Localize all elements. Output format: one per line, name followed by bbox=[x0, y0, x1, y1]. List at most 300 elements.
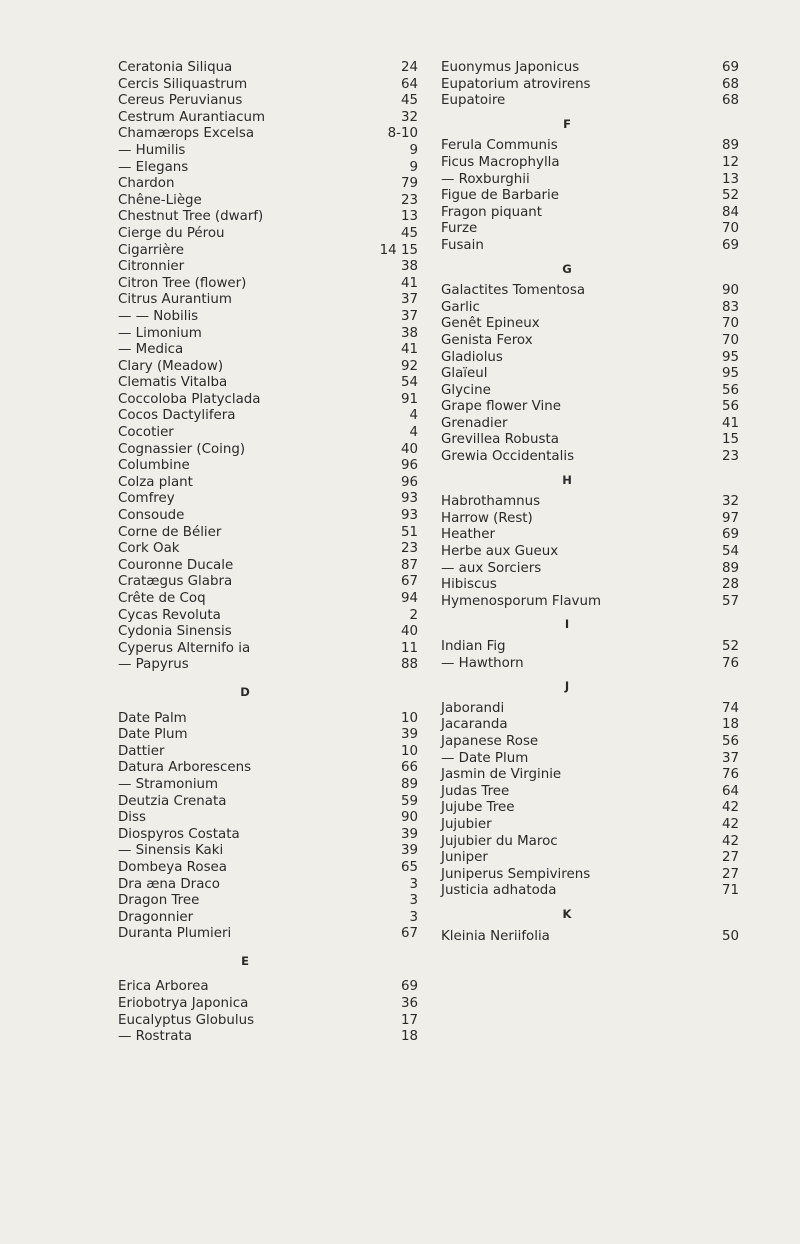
index-entry bbox=[118, 442, 418, 459]
entry-name: Genêt Epineux bbox=[441, 316, 540, 332]
entry-page-number: 50 bbox=[721, 928, 739, 944]
entry-page-number: 18 bbox=[400, 1029, 418, 1045]
entry-page-number: 3 bbox=[409, 893, 418, 909]
entry-name: Grewia Occidentalis bbox=[441, 449, 575, 465]
index-entry bbox=[118, 276, 418, 293]
entry-page-number: 37 bbox=[721, 750, 739, 766]
index-entry bbox=[118, 558, 418, 575]
entry-page-number: 37 bbox=[400, 308, 418, 324]
entry-name: — Humilis bbox=[118, 142, 186, 158]
entry-name: Coccoloba Platyclada bbox=[118, 391, 261, 407]
index-entry bbox=[441, 155, 739, 172]
entry-page-number: 23 bbox=[400, 192, 418, 208]
index-entry bbox=[118, 359, 418, 376]
entry-page-number: 4 bbox=[409, 408, 418, 424]
entry-name: Judas Tree bbox=[441, 783, 510, 799]
entry-name: Jacaranda bbox=[441, 717, 508, 733]
index-entry bbox=[118, 243, 418, 260]
entry-page-number: 14 15 bbox=[379, 242, 418, 258]
entry-name: Euonymus Japonicus bbox=[441, 60, 580, 75]
index-entry bbox=[441, 527, 739, 544]
index-entry bbox=[118, 525, 418, 542]
index-entry bbox=[441, 188, 739, 205]
entry-name: Cyperus Alternifo ia bbox=[118, 640, 251, 656]
entry-name: Dragonnier bbox=[118, 909, 194, 925]
entry-page-number: 38 bbox=[400, 259, 418, 275]
entry-page-number: 45 bbox=[400, 225, 418, 241]
index-entry bbox=[118, 574, 418, 591]
index-entry bbox=[118, 727, 418, 744]
entry-name: Glaïeul bbox=[441, 366, 488, 382]
index-entry bbox=[118, 375, 418, 392]
index-entry bbox=[118, 926, 418, 943]
entry-page-number: 70 bbox=[721, 316, 739, 332]
entry-page-number: 3 bbox=[409, 876, 418, 892]
index-entry bbox=[118, 193, 418, 210]
entry-page-number: 2 bbox=[409, 607, 418, 623]
entry-name: Kleinia Neriifolia bbox=[441, 928, 550, 944]
entry-page-number: 27 bbox=[721, 866, 739, 882]
entry-name: — Stramonium bbox=[118, 776, 219, 792]
entry-name: Eupatorium atrovirens bbox=[441, 76, 591, 92]
section-letter-heading: H bbox=[562, 472, 572, 487]
entry-page-number: 56 bbox=[721, 399, 739, 415]
entry-page-number: 42 bbox=[721, 816, 739, 832]
entry-page-number: 36 bbox=[400, 996, 418, 1012]
entry-page-number: 12 bbox=[721, 154, 739, 170]
entry-name: Corne de Bélier bbox=[118, 524, 222, 540]
entry-page-number: 9 bbox=[409, 159, 418, 175]
entry-name: Consoude bbox=[118, 508, 185, 524]
entry-page-number: 37 bbox=[400, 292, 418, 308]
right-index-column bbox=[441, 60, 739, 945]
entry-page-number: 95 bbox=[721, 349, 739, 365]
entry-page-number: 69 bbox=[400, 979, 418, 995]
entry-page-number: 23 bbox=[400, 541, 418, 557]
index-entry bbox=[118, 160, 418, 177]
entry-name: Colza plant bbox=[118, 474, 193, 490]
index-entry bbox=[118, 309, 418, 326]
entry-page-number: 56 bbox=[721, 382, 739, 398]
entry-page-number: 39 bbox=[400, 727, 418, 743]
entry-page-number: 10 bbox=[400, 710, 418, 726]
entry-name: Cocos Dactylifera bbox=[118, 408, 236, 424]
entry-name: Fragon piquant bbox=[441, 204, 543, 220]
index-entry bbox=[441, 929, 739, 946]
entry-page-number: 39 bbox=[400, 843, 418, 859]
entry-page-number: 18 bbox=[721, 717, 739, 733]
index-entry bbox=[441, 867, 739, 884]
entry-name: Herbe aux Gueux bbox=[441, 544, 559, 560]
entry-page-number: 90 bbox=[721, 283, 739, 299]
index-entry bbox=[441, 383, 739, 400]
entry-name: — Elegans bbox=[118, 159, 189, 175]
entry-page-number: 94 bbox=[400, 591, 418, 606]
entry-name: Cratægus Glabra bbox=[118, 574, 233, 590]
section-letter-heading: F bbox=[563, 116, 571, 131]
entry-page-number: 96 bbox=[400, 474, 418, 490]
entry-page-number: 41 bbox=[721, 415, 739, 431]
entry-page-number: 87 bbox=[400, 557, 418, 573]
entry-page-number: 41 bbox=[400, 275, 418, 291]
entry-page-number: 8-10 bbox=[387, 126, 418, 142]
entry-name: Date Plum bbox=[118, 727, 188, 743]
index-entry bbox=[441, 221, 739, 238]
entry-name: Dra æna Draco bbox=[118, 876, 220, 892]
index-entry bbox=[441, 751, 739, 768]
entry-name: Crête de Coq bbox=[118, 591, 206, 606]
entry-page-number: 89 bbox=[721, 560, 739, 576]
index-entry bbox=[118, 996, 418, 1013]
entry-page-number: 89 bbox=[721, 138, 739, 154]
entry-page-number: 28 bbox=[721, 577, 739, 593]
entry-page-number: 11 bbox=[400, 640, 418, 656]
index-entry bbox=[441, 784, 739, 801]
index-entry bbox=[118, 93, 418, 110]
section-letter-heading: D bbox=[240, 684, 250, 699]
entry-page-number: 41 bbox=[400, 342, 418, 358]
entry-name: — Hawthorn bbox=[441, 655, 524, 671]
entry-name: Eucalyptus Globulus bbox=[118, 1012, 255, 1028]
entry-page-number: 67 bbox=[400, 926, 418, 942]
entry-name: Jasmin de Virginie bbox=[441, 767, 562, 783]
entry-page-number: 59 bbox=[400, 793, 418, 809]
entry-page-number: 76 bbox=[721, 655, 739, 671]
entry-page-number: 24 bbox=[400, 60, 418, 75]
index-entry bbox=[118, 910, 418, 927]
entry-page-number: 13 bbox=[400, 209, 418, 225]
entry-name: Datura Arborescens bbox=[118, 760, 252, 776]
entry-page-number: 70 bbox=[721, 332, 739, 348]
entry-page-number: 91 bbox=[400, 391, 418, 407]
index-entry bbox=[441, 883, 739, 900]
entry-name: Diospyros Costata bbox=[118, 826, 240, 842]
entry-name: Genista Ferox bbox=[441, 332, 533, 348]
entry-page-number: 3 bbox=[409, 909, 418, 925]
entry-page-number: 67 bbox=[400, 574, 418, 590]
index-entry bbox=[118, 209, 418, 226]
entry-page-number: 39 bbox=[400, 826, 418, 842]
entry-page-number: 17 bbox=[400, 1012, 418, 1028]
section-letter-heading: E bbox=[241, 953, 249, 968]
index-entry bbox=[118, 508, 418, 525]
entry-name: Juniperus Sempivirens bbox=[441, 866, 591, 882]
entry-page-number: 93 bbox=[400, 508, 418, 524]
entry-page-number: 42 bbox=[721, 833, 739, 849]
entry-name: Cierge du Pérou bbox=[118, 225, 225, 241]
index-entry bbox=[441, 316, 739, 333]
entry-page-number: 13 bbox=[721, 171, 739, 187]
entry-name: — Roxburghii bbox=[441, 171, 530, 187]
index-entry bbox=[441, 561, 739, 578]
index-entry bbox=[441, 511, 739, 528]
entry-name: Ceratonia Siliqua bbox=[118, 60, 233, 75]
index-entry bbox=[118, 860, 418, 877]
entry-name: Harrow (Rest) bbox=[441, 510, 533, 526]
index-entry bbox=[441, 138, 739, 155]
section-letter-heading: J bbox=[564, 679, 570, 694]
entry-page-number: 40 bbox=[400, 624, 418, 640]
index-entry bbox=[441, 817, 739, 834]
index-entry bbox=[118, 1013, 418, 1030]
index-entry bbox=[441, 238, 739, 255]
entry-page-number: 54 bbox=[400, 375, 418, 391]
entry-name: Cereus Peruvianus bbox=[118, 93, 243, 109]
entry-name: Figue de Barbarie bbox=[441, 188, 559, 204]
index-entry bbox=[441, 577, 739, 594]
entry-page-number: 66 bbox=[400, 760, 418, 776]
entry-name: Justicia adhatoda bbox=[441, 883, 557, 899]
index-entry bbox=[118, 877, 418, 894]
index-entry bbox=[441, 172, 739, 189]
entry-page-number: 10 bbox=[400, 743, 418, 759]
entry-name: Dragon Tree bbox=[118, 893, 200, 909]
entry-name: Juniper bbox=[441, 850, 488, 866]
entry-name: Habrothamnus bbox=[441, 494, 541, 510]
entry-name: Jujube Tree bbox=[441, 800, 515, 816]
index-entry bbox=[118, 541, 418, 558]
entry-name: Deutzia Crenata bbox=[118, 793, 227, 809]
entry-page-number: 83 bbox=[721, 299, 739, 315]
entry-name: Jujubier du Maroc bbox=[441, 833, 558, 849]
index-entry bbox=[441, 333, 739, 350]
entry-name: Cercis Siliquastrum bbox=[118, 76, 248, 92]
entry-page-number: 32 bbox=[721, 494, 739, 510]
entry-name: Chestnut Tree (dwarf) bbox=[118, 209, 264, 225]
entry-page-number: 68 bbox=[721, 93, 739, 109]
entry-name: Hymenosporum Flavum bbox=[441, 593, 602, 609]
entry-name: Clematis Vitalba bbox=[118, 375, 228, 391]
index-entry bbox=[441, 544, 739, 561]
entry-name: Grape flower Vine bbox=[441, 399, 561, 415]
entry-name: Cognassier (Coing) bbox=[118, 441, 246, 457]
entry-page-number: 92 bbox=[400, 358, 418, 374]
index-entry bbox=[118, 711, 418, 728]
index-entry bbox=[118, 1029, 418, 1046]
index-entry bbox=[441, 449, 739, 466]
index-entry bbox=[118, 979, 418, 996]
entry-page-number: 54 bbox=[721, 544, 739, 560]
index-entry bbox=[118, 326, 418, 343]
entry-name: Cestrum Aurantiacum bbox=[118, 109, 266, 125]
index-entry bbox=[118, 475, 418, 492]
entry-name: Clary (Meadow) bbox=[118, 358, 224, 374]
entry-name: Jujubier bbox=[441, 816, 492, 832]
entry-name: Cork Oak bbox=[118, 541, 180, 557]
entry-page-number: 15 bbox=[721, 432, 739, 448]
index-entry bbox=[441, 366, 739, 383]
index-entry bbox=[118, 641, 418, 658]
entry-page-number: 76 bbox=[721, 767, 739, 783]
index-entry bbox=[441, 416, 739, 433]
entry-page-number: 64 bbox=[400, 76, 418, 92]
entry-name: Erica Arborea bbox=[118, 979, 209, 995]
entry-page-number: 96 bbox=[400, 458, 418, 474]
entry-name: Fusain bbox=[441, 237, 484, 253]
entry-page-number: 90 bbox=[400, 810, 418, 826]
entry-page-number: 56 bbox=[721, 733, 739, 749]
entry-page-number: 32 bbox=[400, 109, 418, 125]
entry-name: Chardon bbox=[118, 176, 175, 192]
entry-page-number: 52 bbox=[721, 639, 739, 654]
entry-name: Columbine bbox=[118, 458, 190, 474]
entry-page-number: 52 bbox=[721, 188, 739, 204]
index-entry bbox=[118, 893, 418, 910]
index-entry bbox=[118, 591, 418, 608]
entry-name: Japanese Rose bbox=[441, 733, 539, 749]
entry-name: Grenadier bbox=[441, 415, 508, 431]
entry-name: Citronnier bbox=[118, 259, 185, 275]
entry-page-number: 65 bbox=[400, 859, 418, 875]
index-entry bbox=[118, 342, 418, 359]
index-entry bbox=[118, 608, 418, 625]
index-entry bbox=[118, 77, 418, 94]
entry-name: Ficus Macrophylla bbox=[441, 154, 560, 170]
entry-name: Indian Fig bbox=[441, 639, 506, 654]
index-entry bbox=[118, 143, 418, 160]
entry-name: Cycas Revoluta bbox=[118, 607, 221, 623]
entry-name: Citron Tree (flower) bbox=[118, 275, 247, 291]
entry-name: Garlic bbox=[441, 299, 480, 315]
entry-name: Chêne-Liège bbox=[118, 192, 202, 208]
entry-page-number: 4 bbox=[409, 425, 418, 441]
index-entry bbox=[441, 300, 739, 317]
section-letter-heading: I bbox=[564, 617, 570, 632]
index-entry bbox=[441, 93, 739, 110]
entry-name: Chamærops Excelsa bbox=[118, 126, 255, 142]
entry-name: — Medica bbox=[118, 342, 184, 358]
index-entry bbox=[118, 458, 418, 475]
entry-name: Date Palm bbox=[118, 710, 187, 726]
index-entry bbox=[118, 226, 418, 243]
entry-page-number: 74 bbox=[721, 700, 739, 716]
index-entry bbox=[441, 594, 739, 611]
entry-page-number: 64 bbox=[721, 783, 739, 799]
index-entry bbox=[441, 850, 739, 867]
entry-name: Ferula Communis bbox=[441, 138, 558, 154]
entry-name: Cocotier bbox=[118, 425, 174, 441]
entry-page-number: 89 bbox=[400, 776, 418, 792]
index-entry bbox=[118, 810, 418, 827]
index-entry bbox=[441, 800, 739, 817]
index-entry bbox=[118, 176, 418, 193]
entry-name: Citrus Aurantium bbox=[118, 292, 232, 308]
index-entry bbox=[118, 777, 418, 794]
index-entry bbox=[118, 425, 418, 442]
entry-name: Furze bbox=[441, 221, 478, 237]
entry-name: Heather bbox=[441, 527, 495, 543]
entry-page-number: 40 bbox=[400, 441, 418, 457]
entry-page-number: 97 bbox=[721, 510, 739, 526]
entry-page-number: 69 bbox=[721, 527, 739, 543]
index-entry bbox=[118, 60, 418, 77]
entry-name: Cigarrière bbox=[118, 242, 184, 258]
entry-name: — Sinensis Kaki bbox=[118, 843, 224, 859]
entry-page-number: 71 bbox=[721, 883, 739, 899]
entry-page-number: 27 bbox=[721, 850, 739, 866]
entry-name: Dattier bbox=[118, 743, 165, 759]
entry-name: Diss bbox=[118, 810, 146, 826]
index-entry bbox=[118, 624, 418, 641]
entry-page-number: 57 bbox=[721, 593, 739, 609]
left-index-column bbox=[118, 60, 418, 1046]
entry-name: Galactites Tomentosa bbox=[441, 283, 586, 299]
entry-page-number: 51 bbox=[400, 524, 418, 540]
entry-name: Eriobotrya Japonica bbox=[118, 996, 249, 1012]
entry-name: Couronne Ducale bbox=[118, 557, 234, 573]
entry-name: Comfrey bbox=[118, 491, 175, 507]
index-entry bbox=[441, 399, 739, 416]
entry-page-number: 42 bbox=[721, 800, 739, 816]
index-entry bbox=[441, 283, 739, 300]
entry-page-number: 38 bbox=[400, 325, 418, 341]
index-entry bbox=[441, 77, 739, 94]
index-entry bbox=[441, 432, 739, 449]
section-letter-heading: K bbox=[562, 906, 572, 921]
entry-page-number: 68 bbox=[721, 76, 739, 92]
entry-name: Duranta Plumieri bbox=[118, 926, 232, 942]
entry-name: Glycine bbox=[441, 382, 491, 398]
index-entry bbox=[118, 110, 418, 127]
index-entry bbox=[118, 259, 418, 276]
index-entry bbox=[118, 760, 418, 777]
index-entry bbox=[441, 639, 739, 656]
entry-page-number: 93 bbox=[400, 491, 418, 507]
entry-page-number: 69 bbox=[721, 60, 739, 75]
index-entry bbox=[118, 491, 418, 508]
entry-name: — Papyrus bbox=[118, 657, 189, 673]
entry-name: — aux Sorciers bbox=[441, 560, 542, 576]
index-entry bbox=[441, 767, 739, 784]
index-entry bbox=[441, 60, 739, 77]
entry-name: Jaborandi bbox=[441, 700, 505, 716]
entry-page-number: 45 bbox=[400, 93, 418, 109]
entry-name: Eupatoire bbox=[441, 93, 506, 109]
index-entry bbox=[441, 717, 739, 734]
index-entry bbox=[118, 126, 418, 143]
entry-name: Gladiolus bbox=[441, 349, 503, 365]
section-letter-heading: G bbox=[562, 261, 572, 276]
entry-page-number: 79 bbox=[400, 176, 418, 192]
index-entry bbox=[441, 350, 739, 367]
index-entry bbox=[441, 205, 739, 222]
index-entry bbox=[118, 843, 418, 860]
index-entry bbox=[441, 656, 739, 673]
entry-name: — Date Plum bbox=[441, 750, 529, 766]
index-entry bbox=[118, 408, 418, 425]
index-entry bbox=[118, 794, 418, 811]
entry-name: Grevillea Robusta bbox=[441, 432, 559, 448]
entry-page-number: 84 bbox=[721, 204, 739, 220]
index-entry bbox=[441, 734, 739, 751]
entry-name: Dombeya Rosea bbox=[118, 859, 227, 875]
entry-name: Hibiscus bbox=[441, 577, 497, 593]
entry-page-number: 9 bbox=[409, 142, 418, 158]
index-entry bbox=[118, 292, 418, 309]
entry-page-number: 95 bbox=[721, 366, 739, 382]
entry-page-number: 23 bbox=[721, 449, 739, 465]
entry-name: Cydonia Sinensis bbox=[118, 624, 232, 640]
index-entry bbox=[441, 701, 739, 718]
index-entry bbox=[118, 392, 418, 409]
entry-name: — Limonium bbox=[118, 325, 202, 341]
index-entry bbox=[118, 657, 418, 674]
entry-page-number: 88 bbox=[400, 657, 418, 673]
index-entry bbox=[441, 834, 739, 851]
entry-name: — — Nobilis bbox=[118, 308, 199, 324]
entry-page-number: 70 bbox=[721, 221, 739, 237]
index-entry bbox=[118, 744, 418, 761]
